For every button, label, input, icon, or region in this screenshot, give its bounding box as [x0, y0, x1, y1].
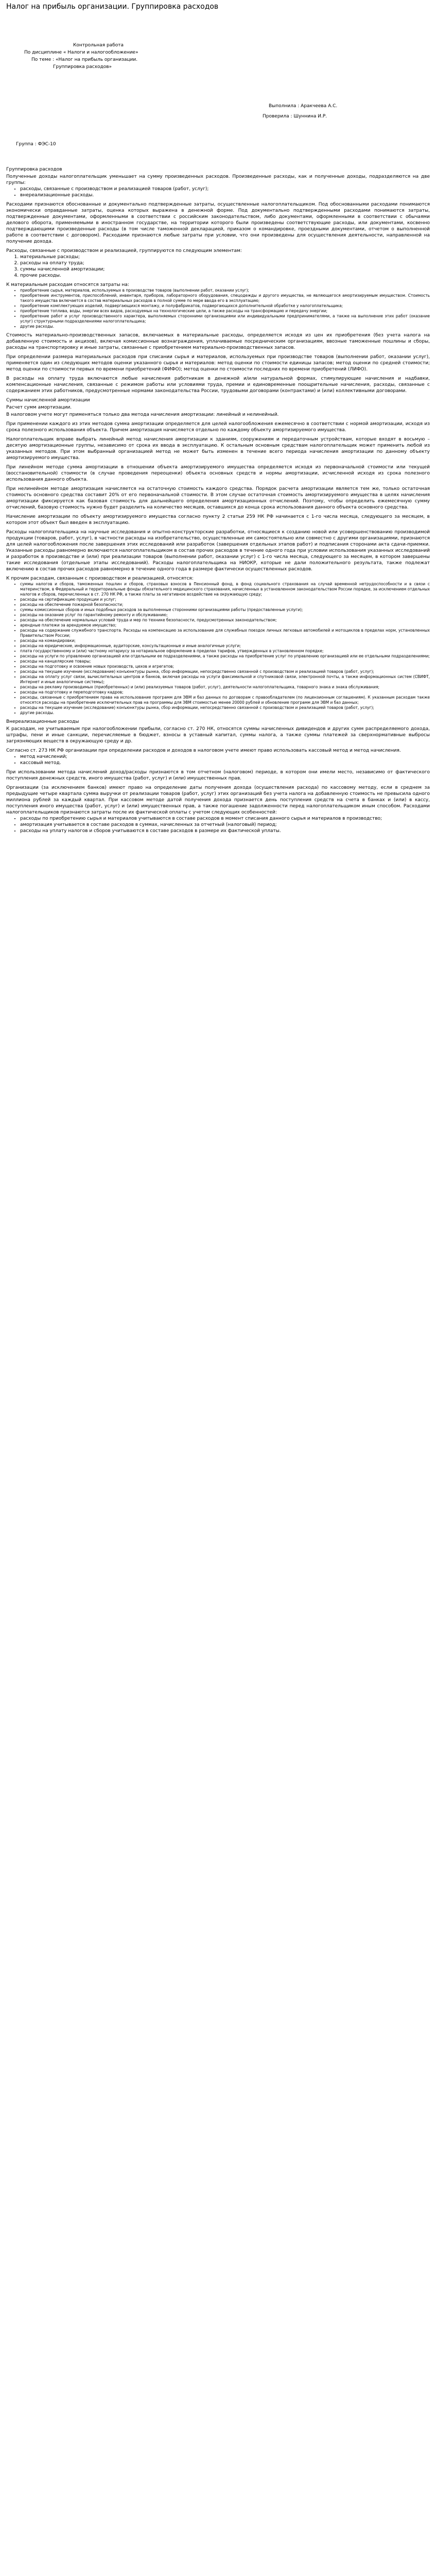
list-item: • приобретение комплектующих изделий, подвергающихся монтажу, и полуфабрикатов, подвергающихся дополнительной обработке у налогоплательщика;: [20, 303, 430, 309]
list-item: • расходы на сертификацию продукции и услуг;: [20, 597, 430, 602]
cash-method-list: [6, 816, 430, 834]
paragraph: При линейном методе сумма амортизации в отношении объекта амортизируемого имущества определяется исходя из первоначальной стоимости или текущей (восстановительной) стоимости (в случае проведения переоценки) объекта основных средств и нормы амортизации, исчисленной исходя из срока полезного использования данного объекта.: [6, 465, 430, 482]
elements-list: [6, 254, 430, 279]
method-list: [6, 754, 430, 766]
list-item: • суммы комиссионных сборов и иных подобных расходов за выполненные сторонними организациями работы (предоставленные услуги);: [20, 607, 430, 613]
list-item: • приобретение топлива, воды, энергии всех видов, расходуемых на технологические цели, а также расходы на трансформацию и передачу энергии;: [20, 309, 430, 314]
list-item: • расходы на рекламу производимых (приобретенных) и (или) реализуемых товаров (работ, услуг), деятельности налогоплательщика, товарного знака и знака обслуживания;: [20, 685, 430, 690]
list-item: • метод начислений;: [20, 754, 430, 760]
list-item: • приобретение инструментов, приспособлений, инвентаря, приборов, лабораторного оборудования, спецодежды и другого имущества, не являющегося амортизируемым имуществом. Стоимость такого имущества включается в состав материальных расходов в полной сумме по мере ввода его в эксплуатацию;: [20, 293, 430, 303]
paragraph: К материальным расходам относятся затраты на:: [6, 282, 129, 287]
topic-continued: Группировка расходов»: [53, 64, 112, 70]
other-expenses-list: [6, 582, 430, 716]
list-item: • расходы на текущее изучение (исследование) конъюнктуры рынка, сбор информации, непосредственно связанной с производством и реализацией товаров (работ, услуг);: [20, 705, 430, 710]
list-item: • расходы на командировки;: [20, 638, 430, 643]
work-type: Контрольная работа: [73, 43, 124, 48]
paragraph: Расходы налогоплательщика на научные исследования и опытно-конструкторские разработки, относящиеся к созданию новой или усовершенствованию производимой продукции (товаров, работ, услуг), в частности расходы на изобретательство, осуществленные им самостоятельно или совместно с другими организациями, признаются для целей налогообложения после завершения этих исследований или разработок (завершения отдельных этапов работ) и подписания сторонами акта сдачи-приемки. Указанные расходы равномерно включаются налогоплательщиком в состав прочих расходов в течение одного года при условии использования указанных исследований и разработок в производстве и (или) при реализации товаров (выполнении работ, оказании услуг) с 1-го числа месяца, следующего за месяцем, в котором завершены такие исследования (отдельные этапы исследований). Расходы налогоплательщика на НИОКР, которые не дали положительного результата, также подлежат включению в состав прочих расходов равномерно в течение одного года в размере фактически осуществленных расходов.: [6, 530, 430, 572]
list-item: • расходы на текущее изучение (исследование) конъюнктуры рынка, сбор информации, непосредственно связанной с производством и реализацией товаров (работ, услуг);: [20, 669, 430, 674]
list-item: • расходы на подготовку и освоение новых производств, цехов и агрегатов;: [20, 664, 430, 669]
list-item: • расходы на подготовку и переподготовку кадров;: [20, 690, 430, 695]
list-item: • внереализационные расходы.: [20, 192, 430, 198]
paragraph: В расходы на оплату труда включаются любые начисления работникам в денежной и/или натуральной формах, стимулирующие начисления и надбавки, компенсационные начисления, связанные с режимом работы или условиями труда, премии и единовременные поощрительные начисления, расходы, связанные с содержанием этих работников, предусмотренные нормами законодательства России, трудовыми договорами (контрактами) и (или) коллективными договорами.: [6, 376, 430, 394]
material-list: [6, 288, 430, 329]
author: Выполнила : Аракчеева А.С.: [269, 104, 338, 109]
list-item: • плата государственному и (или) частному нотариусу за нотариальное оформление в пределах тарифов, утвержденных в установленном порядке;: [20, 649, 430, 654]
paragraph: Начисление амортизации по объекту амортизируемого имущества согласно пункту 2 статьи 259 НК РФ начинается с 1-го числа месяца, следующего за месяцем, в котором этот объект был введен в эксплуатацию.: [6, 514, 430, 526]
paragraph: При определении размера материальных расходов при списании сырья и материалов, используемых при производстве товаров (выполнении работ, оказании услуг), применяется один из следующих методов оценки указанного сырья и материалов: метод оценки по стоимости единицы запасов; метод оценки по средней стоимости; метод оценки по стоимости первых по времени приобретений (ФИФО); метод оценки по стоимости последних по времени приобретений (ЛИФО).: [6, 354, 430, 372]
checker: Проверила : Шуннина И.Р.: [263, 114, 327, 119]
paragraph: Расходами признаются обоснованные и документально подтвержденные затраты, осуществленные налогоплательщиком. Под обоснованными расходами понимаются экономически оправданные затраты, оценка которых выражена в денежной форме. Под документально подтвержденными расходами понимаются затраты, подтвержденные документами, оформленными в соответствии с российским законодательством, либо документами, оформленными в соответствии с обычаями делового оборота, применяемыми в иностранном государстве, на территории которого были произведены соответствующие расходы, или документами, косвенно подтверждающими произведенные расходы (в том числе таможенной декларацией, приказом о командировке, проездными документами, отчетом о выполненной работе в соответствии с договором). Расходами признаются любые затраты при условии, что они произведены для осуществления деятельности, направленной на получение дохода.: [6, 202, 430, 244]
paragraph: Расходы, связанные с производством и реализацией, группируются по следующим элементам:: [6, 248, 242, 253]
list-item: 4. прочие расходы.: [20, 273, 430, 279]
paragraph: Организации (за исключением банков) имеют право на определение даты получения дохода (осуществления расхода) по кассовому методу, если в среднем за предыдущие четыре квартала сумма выручки от реализации товаров (работ, услуг) этих организаций без учета налога на добавленную стоимость не превысила одного миллиона рублей за каждый квартал. При кассовом методе датой получения дохода признается день поступления средств на счета в банках и (или) в кассу, поступления иного имущества (работ, услуг) и (или) имущественных прав, а также погашение задолженности перед налогоплательщиком иным способом. Расходами налогоплательщиков признаются затраты после их фактической оплаты с учетом следующих особенностей:: [6, 785, 430, 815]
list-item: • расходы на обеспечение нормальных условий труда и мер по технике безопасности, предусмотренных законодательством;: [20, 618, 430, 623]
intro-list: [6, 186, 430, 198]
paragraph: При нелинейном методе амортизация начисляется на остаточную стоимость каждого средства. Порядок расчета амортизации является тем же, только остаточная стоимость основного средства составит 20% от его первоначальной стоимости. В этом случае остаточная стоимость амортизируемого имущества в целях начисления амортизации фиксируется как базовая стоимость для дальнейшего определения амортизационных отчислений. Поэтому, чтобы определить ежемесячную сумму отчислений, базовую стоимость нужно будет разделить на количество месяцев, оставшихся до конца срока использования данного объекта основного средства.: [6, 486, 430, 510]
list-item: • суммы налогов и сборов, таможенных пошлин и сборов, страховых взносов в Пенсионный фонд, в фонд социального страхования на случай временной нетрудоспособности и в связи с материнством, в Федеральный и территориальные фонды обязательного медицинского страхования, начисленных в установленном законодательством России порядке, за исключением отдельных налогов и сборов, перечисленных в ст. 270 НК РФ, а также платы за негативное воздействие на окружающую среду;: [20, 582, 430, 597]
group: Группа : ФЭС-10: [16, 142, 56, 147]
section-heading-non-operating: Внереализационные расходы: [6, 719, 79, 724]
list-item: • расходы на содержание служебного транспорта. Расходы на компенсацию за использование для служебных поездок личных легковых автомобилей и мотоциклов в пределах норм, установленных Правительством России;: [20, 628, 430, 638]
section-heading-grouping: Группировка расходов: [6, 167, 62, 172]
list-item: • приобретение сырья, материалов, используемых в производстве товаров (выполнении работ, оказании услуг);: [20, 288, 430, 293]
list-item: • расходы на оплату услуг связи, вычислительных центров и банков, включая расходы на услуги факсимильной и спутниковой связи, электронной почты, а также информационных систем (СВИФТ, Интернет и иные аналогичные системы);: [20, 674, 430, 685]
paragraph: К расходам, не учитываемым при налогообложении прибыли, согласно ст. 270 НК, относятся суммы начисленных дивидендов и других сумм распределяемого дохода, штрафы, пени и иные санкции, перечисляемые в бюджет, взносы в уставный капитал, суммы налога, а также суммы платежей за сверхнормативные выбросы загрязняющих веществ в окружающую среду и др.: [6, 726, 430, 744]
list-item: 3. суммы начисленной амортизации;: [20, 266, 430, 273]
list-item: • расходы на обеспечение пожарной безопасности;: [20, 602, 430, 607]
list-item: • расходы по приобретению сырья и материалов учитываются в составе расходов в момент списания данного сырья и материалов в производство;: [20, 816, 430, 822]
paragraph: Налогоплательщик вправе выбрать линейный метод начисления амортизации к зданиям, сооружениям и передаточным устройствам, которые входят в восьмую – десятую амортизационные группы, независимо от срока их ввода в эксплуатацию. К остальным основным средствам налогоплательщик может применить любой из указанных методов. При этом выбранный организацией метод не может быть изменен в течение всего периода начисления амортизации по данному объекту амортизируемого имущества.: [6, 437, 430, 461]
discipline: По дисциплине « Налоги и налогообложение»: [24, 50, 138, 55]
paragraph: Стоимость материально-производственных запасов, включаемых в материальные расходы, определяется исходя из цен их приобретения (без учета налога на добавленную стоимость и акцизов), включая комиссионные вознаграждения, уплачиваемые посредническим организациям, ввозные таможенные пошлины и сборы, расходы на транспортировку и иные затраты, связанные с приобретением материально-производственных запасов.: [6, 333, 430, 350]
topic: По теме : «Налог на прибыль организации.: [31, 57, 138, 62]
list-item: 2. расходы на оплату труда;: [20, 260, 430, 266]
section-heading-amortization: Суммы начисленной амортизации: [6, 398, 90, 403]
list-item: • расходы на юридические, информационные, аудиторские, консультационные и иные аналогичные услуги;: [20, 643, 430, 649]
paragraph: Согласно ст. 273 НК РФ организации при определении расходов и доходов в налоговом учете имеют право использовать кассовый метод и метод начисления.: [6, 748, 401, 753]
list-item: • арендные платежи за арендуемое имущество;: [20, 623, 430, 628]
title-page: [6, 42, 430, 148]
list-item: • кассовый метод.: [20, 760, 430, 766]
page-title: Налог на прибыль организации. Группировка расходов: [6, 3, 219, 11]
list-item: • расходы на оказание услуг по гарантийному ремонту и обслуживанию;: [20, 613, 430, 618]
document-page: [6, 0, 430, 837]
list-item: • расходы на услуги по управлению организацией или отдельными ее подразделениями, а также расходы на приобретение услуг по управлению организацией или ее отдельными подразделениями;: [20, 654, 430, 659]
list-item: • расходы, связанные с приобретением права на использование программ для ЭВМ и баз данных по договорам с правообладателем (по лицензионным соглашениям). К указанным расходам также относятся расходы на приобретение исключительных прав на программы для ЭВМ стоимостью менее 20000 рублей и обновление программ для ЭВМ и баз данных;: [20, 695, 430, 705]
paragraph: К прочим расходам, связанным с производством и реализацией, относятся:: [6, 576, 194, 581]
paragraph: В налоговом учете могут применяться только два метода начисления амортизации: линейный и нелинейный.: [6, 412, 279, 417]
article-body: [6, 166, 430, 834]
list-item: • другие расходы.: [20, 324, 430, 329]
paragraph: При использовании метода начислений доход/расходы признаются в том отчетном (налоговом) периоде, в котором они имели место, независимо от фактического поступления денежных средств, иного имущества (работ, услуг) и (или) имущественных прав.: [6, 770, 430, 781]
list-item: • амортизация учитывается в составе расходов в суммах, начисленных за отчетный (налоговый) период;: [20, 822, 430, 828]
subheading-amortization-calc: Расчет сумм амортизации.: [6, 405, 72, 410]
list-item: • расходы на уплату налогов и сборов учитываются в составе расходов в размере их фактической уплаты.: [20, 828, 430, 834]
list-item: • расходы на канцелярские товары;: [20, 659, 430, 664]
list-item: • расходы, связанные с производством и реализацией товаров (работ, услуг);: [20, 186, 430, 192]
list-item: 1. материальные расходы;: [20, 254, 430, 260]
paragraph: При применении каждого из этих методов сумма амортизации определяется для целей налогообложения ежемесячно в соответствии с нормой амортизации, исходя из срока полезного использования объекта. Причем амортизация начисляется отдельно по каждому объекту амортизируемого имущества.: [6, 421, 430, 433]
list-item: • приобретение работ и услуг производственного характера, выполняемых сторонними организациями или индивидуальными предпринимателями, а также на выполнение этих работ (оказание услуг) структурными подразделениями налогоплательщика;: [20, 314, 430, 324]
list-item: • другие расходы.: [20, 710, 430, 716]
paragraph: Полученные доходы налогоплательщик уменьшает на сумму произведенных расходов. Произведенные расходы, как и полученные доходы, подразделяются на две группы:: [6, 174, 430, 185]
